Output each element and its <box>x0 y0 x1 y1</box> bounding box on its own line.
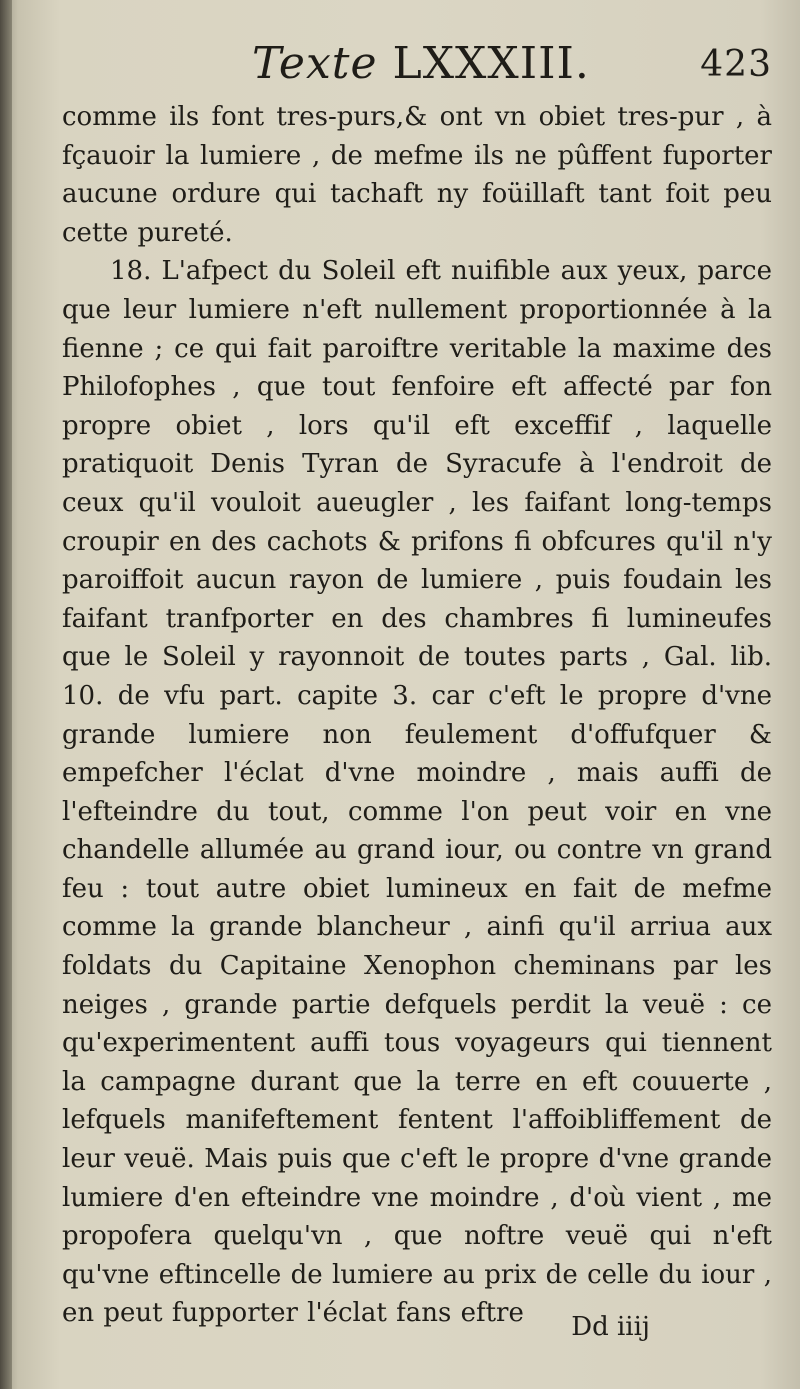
page-header <box>62 38 772 98</box>
paragraph-text: L'afpect du Soleil eft nuifible aux yeux, parce que leur lumiere n'eft nullement proportionnée à la fienne ; ce qui fait paroiftre veritable la maxime des Philofophes , que tout fenfoire eft affecté par fon propre obiet , lors qu'il eft exceffif , laquelle pratiquoit Denis Tyran de Syracufe à l'endroit de ceux qu'il vouloit aueugler , les faifant long-temps croupir en des cachots & prifons fi obfcures qu'il n'y paroiffoit aucun rayon de lumiere , puis foudain les faifant tranfporter en des chambres fi lumineufes que le Soleil y rayonnoit de toutes parts , Gal. lib. 10. de vfu part. capite 3. car c'eft le propre d'vne grande lumiere non feulement d'offufquer & empefcher l'éclat d'vne moindre , mais auffi de l'efteindre du tout, comme l'on peut voir en vne chandelle allumée au grand iour, ou contre vn grand feu : tout autre obiet lumineux en fait de mefme comme la grande blancheur , ainfi qu'il arriua aux foldats du Capitaine Xenophon cheminans par les neiges , grande partie defquels perdit la veuë : ce qu'experimentent auffi tous voyageurs qui tiennent la campagne durant que la terre en eft couuerte , lefquels manifeftement fentent l'affoibliffement de leur veuë. Mais puis que c'eft le propre d'vne grande lumiere d'en efteindre vne moindre , d'où vient , me propofera quelqu'vn , que noftre veuë qui n'eft qu'vne eftincelle de lumiere au prix de celle du iour , en peut fupporter l'éclat fans eftre <box>62 256 772 1329</box>
running-head <box>252 38 590 89</box>
paragraph-18 <box>62 252 772 1333</box>
paragraph-text: comme ils font tres-purs,& ont vn obiet tres-pur , à fçauoir la lumiere , de mefme ils ne pûffent fuporter aucune ordure qui tachaft ny foüillaft tant foit peu cette pureté. <box>62 102 772 248</box>
book-spine <box>0 0 12 1389</box>
paragraph-continuation <box>62 98 772 252</box>
page-number: 423 <box>700 44 772 85</box>
running-head-italic: Texte <box>252 38 378 89</box>
paragraph-number: 18. <box>110 256 152 287</box>
body-text <box>62 98 772 1333</box>
signature-mark: Dd iiij <box>571 1312 650 1342</box>
running-head-numeral: LXXXIII. <box>392 38 590 89</box>
